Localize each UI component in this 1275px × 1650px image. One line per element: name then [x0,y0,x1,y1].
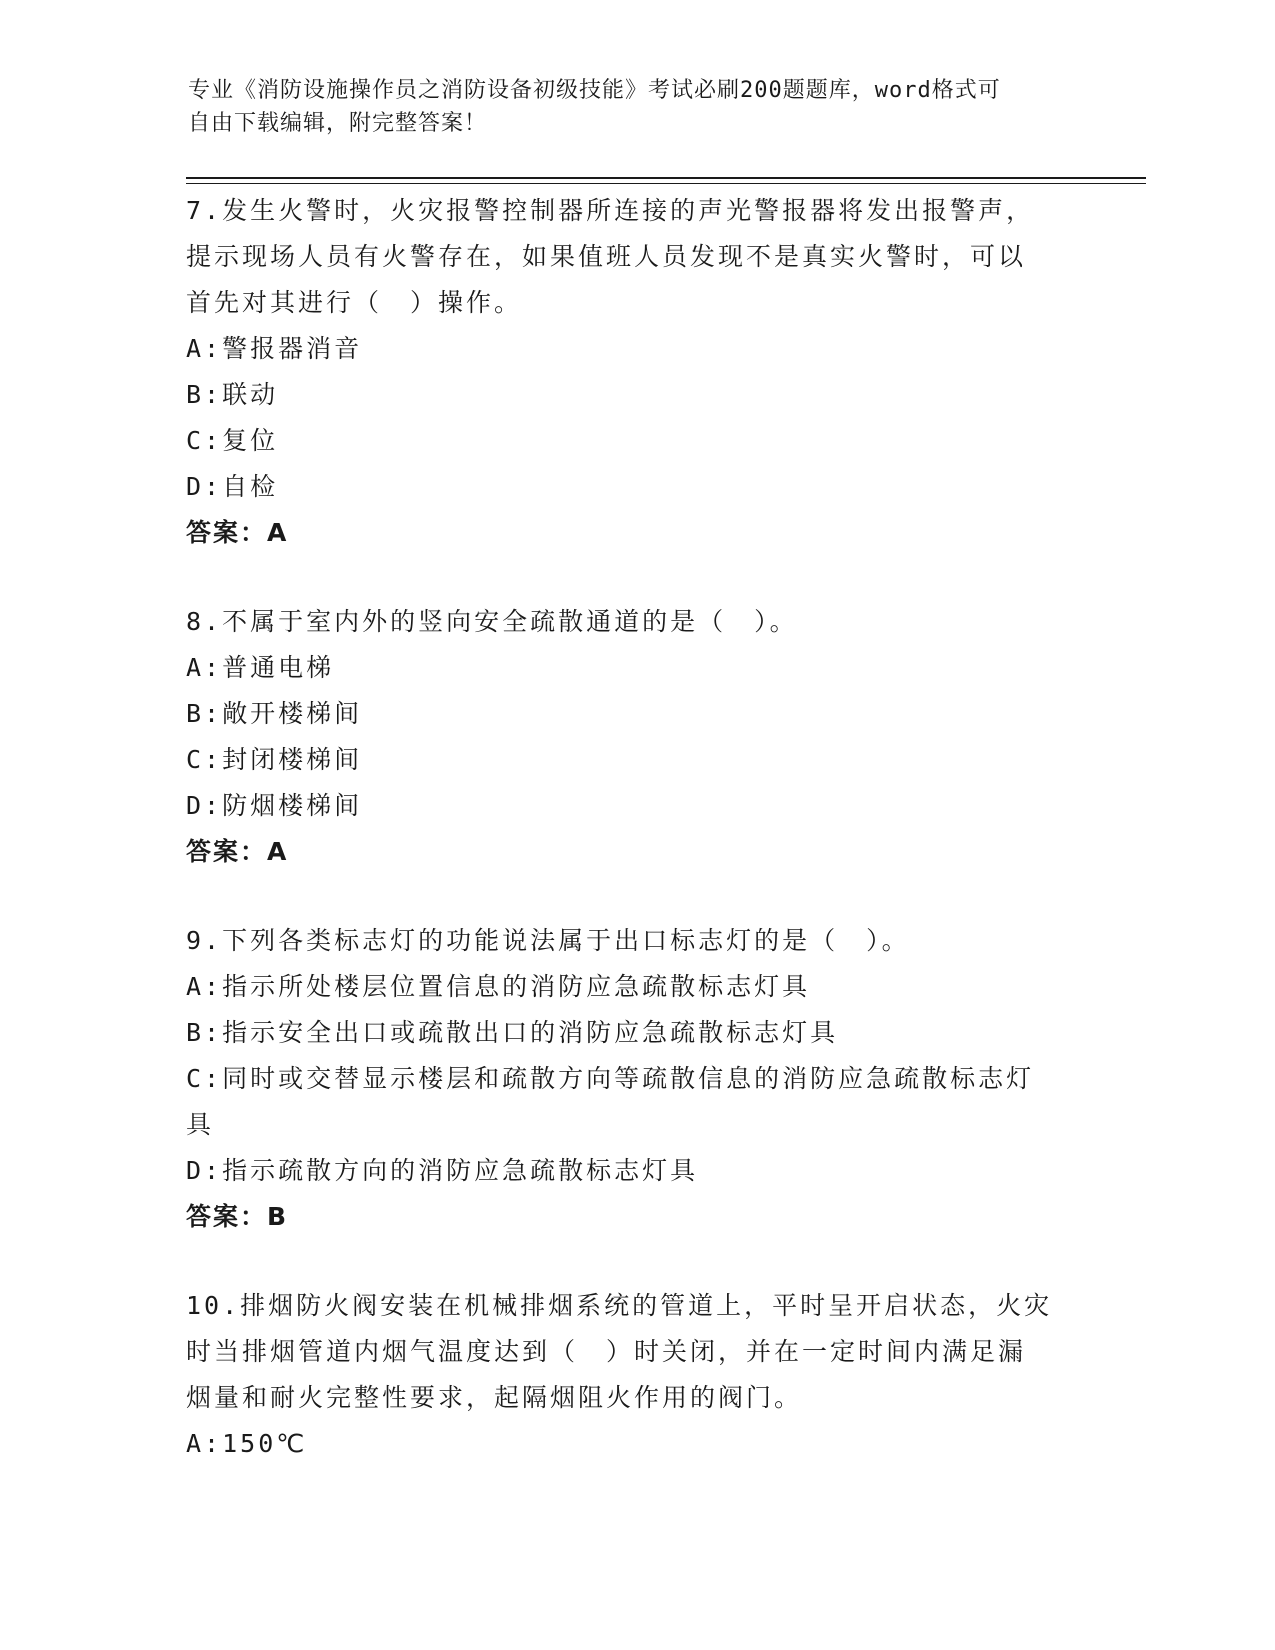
answer-line: 答案：A [186,518,289,547]
option-c: C:复位 [186,426,279,455]
option-b: B:联动 [186,380,279,409]
option-c: C:封闭楼梯间 [186,745,363,774]
option-d: D:防烟楼梯间 [186,791,363,820]
question-block [186,188,1066,556]
option-d: D:自检 [186,472,279,501]
option-c: C:同时或交替显示楼层和疏散方向等疏散信息的消防应急疏散标志灯 [186,1064,1035,1093]
question-list [186,188,1066,1467]
question-block [186,1283,1066,1467]
question-stem: 10.排烟防火阀安装在机械排烟系统的管道上，平时呈开启状态，火灾 [186,1291,1053,1320]
header-line-2: 自由下载编辑，附完整答案！ [188,111,488,136]
answer-line: 答案：B [186,1202,289,1231]
question-stem: 8.不属于室内外的竖向安全疏散通道的是（ ）。 [186,607,798,636]
option-a: A:指示所处楼层位置信息的消防应急疏散标志灯具 [186,972,811,1001]
question-stem: 首先对其进行（ ）操作。 [186,288,523,317]
option-b: B:指示安全出口或疏散出口的消防应急疏散标志灯具 [186,1018,839,1047]
question-spacer [186,556,1066,599]
question-stem: 时当排烟管道内烟气温度达到（ ）时关闭，并在一定时间内满足漏 [186,1337,1027,1366]
question-block [186,599,1066,875]
question-stem: 烟量和耐火完整性要求，起隔烟阻火作用的阀门。 [186,1383,803,1412]
header-line-1: 专业《消防设施操作员之消防设备初级技能》考试必刷200题题库，word格式可 [188,78,1001,103]
question-spacer [186,1240,1066,1283]
option-b: B:敞开楼梯间 [186,699,363,728]
question-stem: 提示现场人员有火警存在，如果值班人员发现不是真实火警时，可以 [186,242,1027,271]
header-divider-thick [186,177,1146,179]
question-spacer [186,875,1066,918]
question-stem: 9.下列各类标志灯的功能说法属于出口标志灯的是（ ）。 [186,926,910,955]
option-a: A:普通电梯 [186,653,335,682]
answer-line: 答案：A [186,837,289,866]
question-stem: 7.发生火警时，火灾报警控制器所连接的声光警报器将发出报警声， [186,196,1035,225]
option-a: A:警报器消音 [186,334,363,363]
question-block [186,918,1066,1240]
header-divider-thin [186,183,1146,184]
option-c-continued: 具 [186,1110,215,1139]
option-a: A:150℃ [186,1429,308,1458]
option-d: D:指示疏散方向的消防应急疏散标志灯具 [186,1156,699,1185]
document-header [188,74,1068,140]
